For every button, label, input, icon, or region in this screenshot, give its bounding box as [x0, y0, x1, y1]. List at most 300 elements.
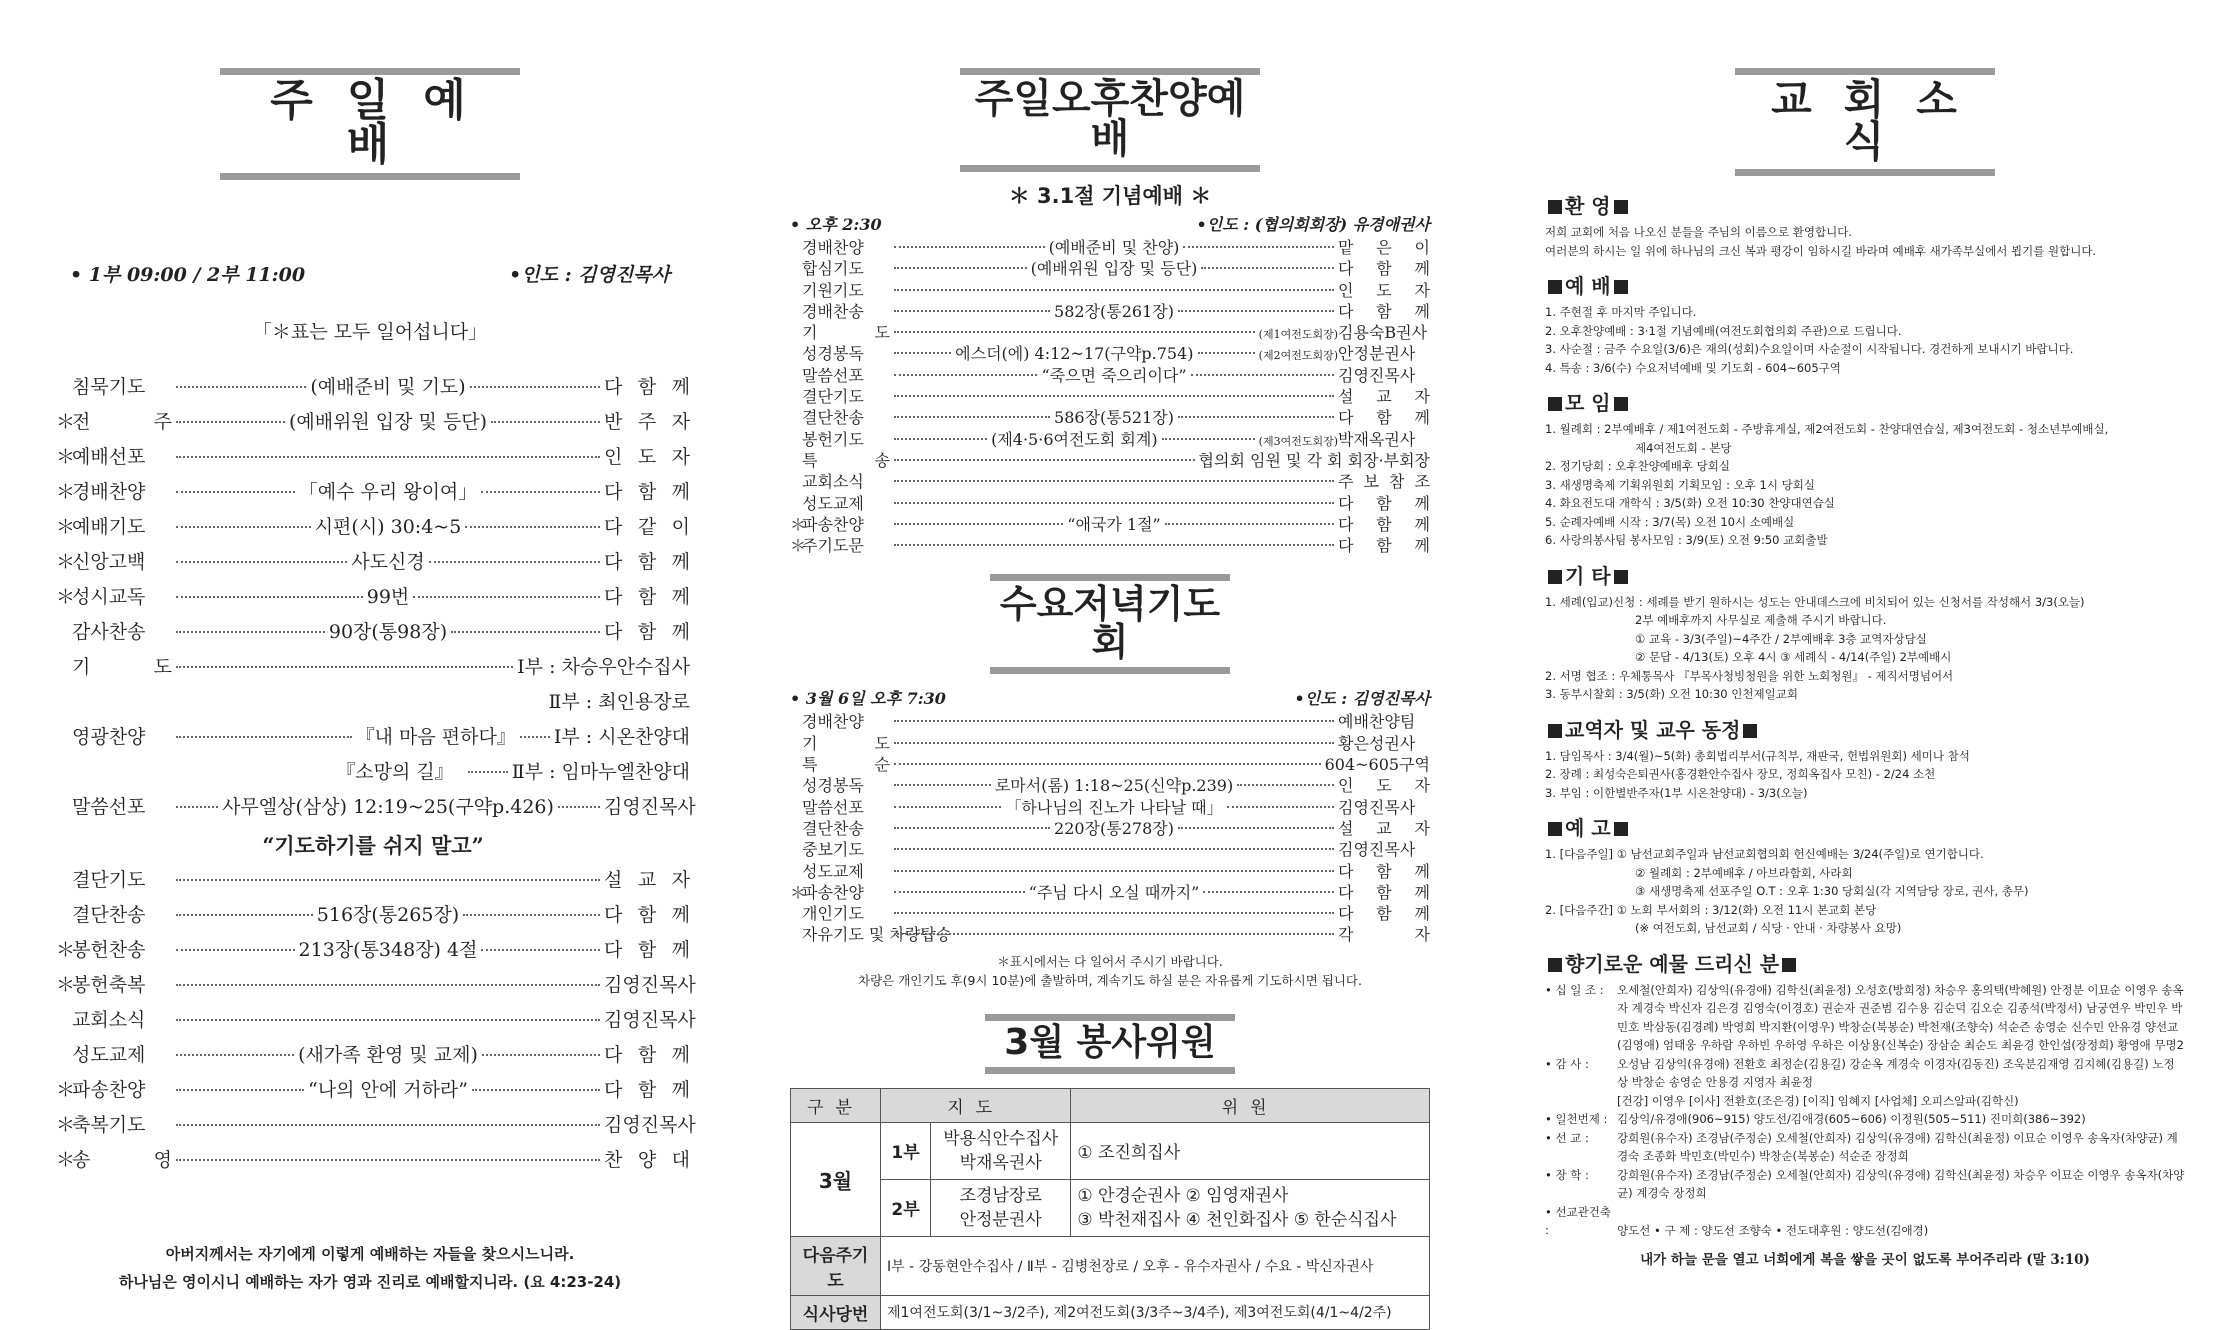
order-row [790, 235, 1430, 256]
order-label: 개인기도 [802, 904, 864, 924]
order-label: 중보기도 [802, 840, 864, 860]
order-label: 자유기도 및 차량탑승 [802, 925, 952, 945]
order-label: 성시교독 [72, 586, 146, 608]
leader-dots [1198, 352, 1255, 354]
note-vehicle: 차량은 개인기도 후(9시 10분)에 출발하며, 계속기도 하실 분은 자유롭게 기도하시면 됩니다. [858, 972, 1362, 988]
star-marker: ＊ [56, 446, 76, 468]
sunday-order-list [50, 372, 696, 1180]
section-offerings [1545, 948, 2185, 1240]
order-row-prayer-second [56, 687, 690, 722]
offering-type: • 십 일 조 : [1545, 982, 1604, 997]
leader-dots [176, 456, 600, 458]
star-marker: ＊ [56, 1079, 76, 1101]
order-value: “나의 안에 거하라” [308, 1079, 468, 1101]
order-row [790, 363, 1430, 384]
square-icon [1614, 280, 1628, 294]
order-person: 황은성권사 [1338, 733, 1416, 753]
leader-dots [894, 310, 1050, 312]
order-row [790, 731, 1430, 752]
glory-choir-2: Ⅱ부 : 임마누엘찬양대 [511, 761, 690, 783]
order-label: 봉헌축복 [72, 974, 146, 996]
order-label: 축복기도 [72, 1114, 146, 1136]
section-meetings [1545, 387, 2185, 550]
order-person: 다 함 께 [604, 551, 691, 573]
square-icon [1548, 958, 1562, 972]
leader-dots [894, 352, 951, 354]
order-row [790, 752, 1430, 773]
order-row [56, 442, 690, 477]
leader-dots [465, 526, 600, 528]
church-news-column [1545, 0, 2185, 1268]
leader-dots [894, 806, 1001, 808]
leader-dots [894, 246, 1045, 248]
section-worship [1545, 270, 2185, 377]
sunday-worship-header [50, 260, 690, 287]
order-row [56, 935, 690, 970]
order-label: 전 주 [72, 411, 172, 433]
afternoon-leader: •인도 : (협의회회장) 유경애권사 [1196, 215, 1430, 234]
part-2-members [1071, 1179, 1430, 1236]
order-person: 예배찬양팀 [1338, 712, 1416, 732]
offering-names: 강희원(유수자) 조경남(주정순) 오세철(안희자) 김상익(유경애) 김학신(최윤정) 차승우 이묘순 이영우 송옥자(차양균) 계경숙 장정희 [1617, 1167, 2185, 1200]
table-row [791, 1122, 1430, 1179]
order-person: 다 함 께 [1338, 861, 1430, 881]
leader-dots [894, 742, 1334, 744]
leader-dots [1227, 806, 1334, 808]
offering-names: 오성남 김상익(유경애) 전환호 최정순(김용길) 강순옥 계경숙 이경자(김동진) 조욱분김재영 김지혜(김용길) 노정상 박창순 송영순 안용경 지영자 최윤정 [1617, 1056, 2175, 1089]
section-staff-news [1545, 714, 2185, 803]
leader-dots [176, 491, 295, 493]
order-label: 말씀선포 [802, 797, 864, 817]
list-item: 1. 담임목사 : 3/4(월)~5(화) 총회법리부서(규칙부, 재판국, 헌법위원회) 세미나 참석 [1545, 748, 1970, 763]
offering-entry [1545, 1166, 2185, 1203]
order-person: 각 자 [1338, 925, 1430, 945]
order-person: 다 함 께 [1338, 259, 1431, 279]
order-label: 성경봉독 [802, 344, 864, 364]
wednesday-header [790, 686, 1430, 709]
leader-dots [1201, 267, 1334, 269]
order-value: 213장(통348장) 4절 [298, 939, 478, 961]
leader-dots [176, 1054, 294, 1056]
order-row [56, 1110, 696, 1145]
offering-names: 김상익/유경애(906~915) 양도선/김애경(605~606) 이정원(505~511) 진미희(386~392) [1617, 1112, 2086, 1126]
square-icon [1548, 570, 1562, 584]
order-row [56, 865, 690, 900]
order-value: “애국가 1절” [1067, 514, 1161, 534]
star-marker: ＊ [790, 514, 807, 534]
note-standing: ＊표시에서는 다 일어서 주시기 바랍니다. [997, 953, 1223, 969]
order-label: 봉헌찬송 [72, 939, 146, 961]
order-row-prayer: 기 도 Ⅰ부 : 차승우안수집사 [56, 652, 690, 687]
order-row-sermon: 말씀선포 사무엘상(삼상) 12:19~25(구약p.426) 김영진목사 [56, 792, 690, 827]
star-marker: ＊ [56, 939, 76, 961]
square-icon [1614, 397, 1628, 411]
list-item: 제4여전도회 - 본당 [1635, 440, 1732, 455]
order-person: 설 교 자 [1338, 818, 1430, 838]
order-label: 기 도 [802, 323, 890, 343]
order-label: 성도교제 [72, 1044, 146, 1066]
square-icon [1548, 200, 1562, 214]
list-item: 1. 주현절 후 마지막 주입니다. [1545, 305, 1697, 319]
order-value: 「예수 우리 왕이여」 [298, 481, 478, 503]
order-value: (예배위원 입장 및 등단) [288, 411, 488, 433]
section-heading: 향기로운 예물 드리신 분 [1545, 948, 2185, 977]
list-item: 2. 서명 협조 : 우체통목사 『부목사청빙청원을 위한 노회청원』 - 제직서명넘어서 [1545, 668, 1954, 683]
leader-dots [894, 480, 1334, 482]
leader-dots [894, 912, 1334, 914]
leader-dots [1178, 827, 1334, 829]
section-notice [1545, 812, 2185, 938]
star-marker: ＊ [56, 586, 76, 608]
leader-dots [1203, 891, 1334, 893]
order-person: 김영진목사 [1338, 840, 1416, 860]
leader-dots [463, 914, 600, 916]
leader-dots [894, 502, 1334, 504]
order-label: 파송찬양 [802, 514, 864, 534]
order-person: 반 주 자 [604, 411, 691, 433]
section-etc [1545, 560, 2185, 704]
order-label: 기원기도 [802, 280, 864, 300]
leader-dots [894, 523, 1063, 525]
table-month: 3월 [791, 1122, 881, 1236]
leader-dots [176, 984, 600, 986]
leader-dots [429, 561, 600, 563]
leader-dots [894, 870, 1334, 872]
table-row [791, 1236, 1430, 1295]
sunday-worship-column [50, 0, 696, 1291]
order-row [790, 405, 1430, 426]
order-person: 다 같 이 [604, 516, 691, 538]
order-label: 경배찬양 [72, 481, 146, 503]
footer-line-1: 아버지께서는 자기에게 이렇게 예배하는 자들을 찾으시느니라. [165, 1245, 575, 1263]
offering-entry [1545, 1110, 2185, 1129]
order-person: 604~605구역 [1324, 755, 1430, 775]
leader-dots [176, 1124, 600, 1126]
leader-dots [472, 1089, 600, 1091]
leader-dots [451, 631, 600, 633]
order-value: 시편(시) 30:4~5 [314, 516, 462, 538]
order-label: 결단찬송 [72, 904, 146, 926]
sunday-worship-title: 주일예배 [220, 68, 520, 180]
list-item: ② 월례회 : 2부예배후 / 아브라함회, 사라회 [1635, 865, 1853, 880]
leader-dots [176, 914, 313, 916]
order-label: 말씀선포 [802, 365, 864, 385]
list-item: 저희 교회에 처음 나오신 분들을 주님의 이름으로 환영합니다. [1545, 225, 1852, 239]
part-2-members-line-1: ① 안경순권사 ② 임영재권사 [1077, 1185, 1289, 1206]
list-item: (※ 여전도회, 남선교회 / 식당 · 안내 · 차량봉사 요망) [1635, 921, 1902, 935]
square-icon [1614, 200, 1628, 214]
list-item: 2. 정기당회 : 오후찬양예배후 당회실 [1545, 459, 1730, 473]
leader-dots [1178, 310, 1334, 312]
order-row [56, 1145, 690, 1180]
offering-names: 양도선 • 구 제 : 양도선 조향숙 • 전도대후원 : 양도선(김애경) [1617, 1223, 1929, 1237]
square-icon [1548, 822, 1562, 836]
leader-dots [894, 544, 1334, 546]
order-label: 기 도 [802, 733, 890, 753]
offering-entry [1545, 1129, 2185, 1166]
order-label: 신앙고백 [72, 551, 146, 573]
list-item: 2부 예배후까지 사무실로 제출해 주시기 바랍니다. [1635, 613, 1887, 627]
leader-dots [894, 784, 991, 786]
order-person: 다 함 께 [604, 1044, 690, 1066]
order-person: 인 도 자 [1338, 280, 1430, 300]
star-marker: ＊ [790, 882, 807, 902]
order-person: 다 함 께 [604, 904, 691, 926]
leader-dots [894, 459, 1195, 461]
star-marker: ＊ [56, 1114, 76, 1136]
sermon-title: “기도하기를 쉬지 말고” [262, 833, 484, 858]
order-person: 김영진목사 [1338, 797, 1416, 817]
order-person: 인 도 자 [1338, 776, 1431, 796]
order-row [790, 256, 1430, 277]
leader-dots [413, 596, 600, 598]
order-label: 침묵기도 [72, 376, 146, 398]
leader-dots [1178, 416, 1334, 418]
order-person: 다 함 께 [604, 939, 690, 961]
order-row [790, 533, 1430, 554]
wednesday-notes [790, 952, 1430, 990]
leader-dots [470, 386, 600, 388]
part-2-leaders: 조경남장로 안정분권사 [931, 1179, 1071, 1236]
order-value: “주님 다시 오실 때까지” [1028, 882, 1200, 902]
order-row-glory-second [56, 757, 690, 792]
part-2: 2부 [881, 1179, 931, 1236]
order-row [56, 970, 696, 1005]
order-row [56, 1005, 696, 1040]
offering-entry [1545, 1092, 2185, 1111]
glory-choir-1: Ⅰ부 : 시온찬양대 [553, 726, 690, 748]
order-row [790, 341, 1430, 362]
order-person: 다 함 께 [1338, 514, 1431, 534]
prayer-first: Ⅰ부 : 차승우안수집사 [517, 656, 690, 678]
leader-dots [481, 949, 600, 951]
order-value: “죽으면 죽으리이다” [1041, 365, 1187, 385]
section-welcome [1545, 190, 2185, 260]
order-row [56, 372, 690, 407]
leader-dots [894, 267, 1027, 269]
order-row [790, 427, 1430, 448]
square-icon [1614, 822, 1628, 836]
offering-names: 오세철(안희자) 김상익(유경애) 김학신(최윤정) 오성호(방희정) 차승우 홍의택(박혜원) 안정분 이묘순 이영우 송옥자 계경숙 박신자 김은경 김영숙(이경호) 권순자 권준범 김수용 김순덕 김오순 김종석(박정서) 남궁연우 박민우 박민호 박삼동(김경례) 박영희 박지환(이영우) 박창순(북봉순) 박천재(조향숙) 석순즌 송영순 신수민 안유경 양선교(김영애) 엄태웅 우하람 우하빈 우하영 우하은 이상용(신복순) 장삼순 최순도 최윤경 한인섭(장정희) 황영애 무명2 [1617, 982, 2184, 1052]
list-item: 1. [다음주일] ① 남선교회주일과 남선교회협의회 헌신예배는 3/24(주일)로 연기합니다. [1545, 847, 1984, 861]
order-role: (제2여전도회장) [1258, 349, 1339, 363]
order-value: (제4·5·6여전도회 회계) [991, 429, 1158, 449]
volunteers-table [790, 1088, 1430, 1330]
order-label: 결단기도 [802, 387, 864, 407]
afternoon-subtitle: ＊ 3.1절 기념예배 ＊ [1008, 184, 1212, 208]
leader-dots [176, 526, 311, 528]
order-row [790, 859, 1430, 880]
list-item: ③ 새생명축제 선포주일 O.T : 오후 1:30 당회실(각 지역담당 장로, 권사, 총무) [1635, 884, 2029, 898]
next-prayer-label: 다음주기도 [791, 1236, 881, 1295]
sermon-preacher: 김영진목사 [604, 796, 696, 818]
order-person: 찬 양 대 [604, 1149, 690, 1171]
leader-dots [176, 1159, 600, 1161]
order-row [56, 1075, 690, 1110]
leader-dots [894, 331, 1255, 333]
table-row [791, 1295, 1430, 1329]
order-person: 설 교 자 [604, 869, 690, 891]
leader-dots [1191, 374, 1334, 376]
order-row [790, 901, 1430, 922]
leader-dots [176, 561, 347, 563]
leader-dots [491, 421, 600, 423]
leader-dots [894, 395, 1334, 397]
leader-dots [1162, 438, 1255, 440]
order-label: 결단찬송 [802, 818, 864, 838]
order-label: 특 송 [802, 450, 890, 470]
wednesday-order-list [790, 709, 1430, 943]
part-1-members: ① 조진희집사 [1071, 1122, 1430, 1179]
order-person: 다 함 께 [1338, 882, 1431, 902]
star-marker: ＊ [56, 974, 76, 996]
order-row [790, 299, 1430, 320]
order-label: 주기도문 [802, 536, 864, 556]
order-person: 김영진목사 [604, 1114, 696, 1136]
leader-dots [176, 949, 295, 951]
list-item: 4. 화요전도대 개학식 : 3/5(화) 오전 10:30 찬양대연습실 [1545, 496, 1835, 510]
square-icon [1548, 280, 1562, 294]
header-category: 구분 [791, 1088, 881, 1122]
star-marker: ＊ [56, 481, 76, 503]
list-item: 2. [다음주간] ① 노회 부서회의 : 3/12(화) 오전 11시 본교회 본당 [1545, 902, 1877, 917]
scripture-footer-right: 내가 하늘 문을 열고 너희에게 복을 쌓을 곳이 없도록 부어주리라 (말 3:10) [1640, 1251, 2090, 1268]
leader-dots [176, 879, 600, 881]
header-leader: 지도 [881, 1088, 1071, 1122]
list-item: 2. 장례 : 최성숙은퇴권사(홍경환안수집사 장모, 정희옥집사 모친) - 2/24 소천 [1545, 767, 1936, 781]
order-row [56, 547, 690, 582]
section-heading: 환 영 [1545, 190, 2185, 219]
order-person: 설 교 자 [1338, 387, 1430, 407]
list-item: 3. 새생명축제 기획위원회 기획모임 : 오후 1시 당회실 [1545, 477, 1815, 492]
leader-dots [894, 763, 1321, 765]
offering-names: 강희원(유수자) 조경남(주정순) 오세철(안희자) 김상익(유경애) 김학신(최윤정) 이묘순 이영우 송옥자(차양균) 계경숙 조종화 박민호(박민수) 박창순(북봉순) 석순준 장정희 [1617, 1130, 2178, 1163]
order-row [790, 512, 1430, 533]
order-row [790, 448, 1430, 469]
sermon-scripture: 사무엘상(삼상) 12:19~25(구약p.426) [222, 796, 554, 818]
order-label: 감사찬송 [72, 621, 146, 643]
star-marker: ＊ [56, 1149, 76, 1171]
order-value: (예배준비 및 기도) [310, 376, 466, 398]
order-person: 다 함 께 [604, 1079, 691, 1101]
order-label: 송 영 [72, 1149, 172, 1171]
leader-dots [894, 827, 1050, 829]
order-person: 안정분권사 [1338, 344, 1416, 364]
afternoon-order-list [790, 235, 1430, 554]
offering-entry [1545, 1055, 2185, 1092]
section-heading: 예 고 [1545, 812, 2185, 841]
order-label: 경배찬송 [802, 301, 864, 321]
order-row-glory: 영광찬양 『내 마음 편하다』 Ⅰ부 : 시온찬양대 [56, 722, 690, 757]
offering-type: • 선 교 : [1545, 1130, 1589, 1145]
order-row [790, 469, 1430, 490]
order-person: 다 함 께 [604, 481, 690, 503]
list-item: 4. 특송 : 3/6(수) 수요저녁예배 및 기도회 - 604~605구역 [1545, 360, 1841, 375]
order-person: 김영진목사 [1338, 365, 1416, 385]
order-row [790, 773, 1430, 794]
leader-dots [176, 631, 325, 633]
prayer-second: Ⅱ부 : 최인용장로 [548, 691, 690, 713]
list-item: 5. 순례자예배 시작 : 3/7(목) 오전 10시 소예배실 [1545, 514, 1795, 529]
leader-dots [176, 596, 363, 598]
list-item: 1. 세례(입교)신청 : 세례를 받기 원하시는 성도는 안내데스크에 비치되어 있는 신청서를 작성해서 3/3(오늘) [1545, 594, 2085, 609]
leader-dots [176, 1019, 600, 1021]
next-prayer-value: Ⅰ부 - 강동현안수집사 / Ⅱ부 - 김병천장로 / 오후 - 유수자권사 / 수요 - 박신자권사 [881, 1236, 1430, 1295]
offering-entry [1545, 981, 2185, 1055]
star-marker: ＊ [790, 536, 807, 556]
leader-dots [894, 720, 1334, 722]
section-heading: 교역자 및 교우 동정 [1545, 714, 2185, 743]
leader-dots [1165, 523, 1334, 525]
star-marker: ＊ [56, 411, 76, 433]
order-row [56, 407, 690, 442]
order-value: 516장(통265장) [316, 904, 460, 926]
leader-dots [894, 289, 1334, 291]
order-person: 박재옥권사 [1338, 429, 1416, 449]
order-row [790, 816, 1430, 837]
wednesday-prayer-title: 수요저녁기도회 [990, 574, 1230, 674]
meal-duty-label: 식사당번 [791, 1295, 881, 1329]
order-person: 협의회 임원 및 각 회 회장·부회장 [1198, 450, 1430, 470]
leader-dots [894, 416, 1050, 418]
order-person: 다 함 께 [604, 621, 690, 643]
leader-dots [894, 438, 987, 440]
march-volunteers-title: 3월 봉사위원 [985, 1014, 1235, 1074]
list-item: ① 교육 - 3/3(주일)~4주간 / 2부예배후 3층 교역자상담실 [1635, 631, 1927, 646]
order-row [790, 709, 1430, 730]
section-heading: 기 타 [1545, 560, 2185, 589]
square-icon [1548, 397, 1562, 411]
order-person: 다 함 께 [604, 376, 691, 398]
order-label: 성경봉독 [802, 776, 864, 796]
offering-type: • 선교관건축 : [1545, 1204, 1611, 1237]
part-1-leaders: 박용식안수집사 박재옥권사 [931, 1122, 1071, 1179]
glory-song-2: 『소망의 길』 [336, 761, 454, 783]
order-value: 90장(통98장) [328, 621, 448, 643]
leader-dots [176, 421, 285, 423]
service-times: • 1부 09:00 / 2부 11:00 [70, 264, 306, 286]
order-row [790, 795, 1430, 816]
leader-dots [176, 1089, 304, 1091]
afternoon-header [790, 212, 1430, 235]
star-marker: ＊ [56, 516, 76, 538]
leader-dots [894, 933, 1334, 935]
offering-type: • 장 학 : [1545, 1167, 1589, 1182]
order-value: 220장(통278장) [1054, 818, 1174, 838]
order-row [56, 617, 690, 652]
table-row [791, 1179, 1430, 1236]
order-role: (제1여전도회장) [1258, 328, 1338, 342]
part-2-members-line-2: ③ 박천재집사 ④ 천인화집사 ⑤ 한순식집사 [1077, 1209, 1397, 1230]
order-label: 파송찬양 [72, 1079, 146, 1101]
offering-names: [건강] 이영우 [이사] 전환호(조은경) [이직] 임혜지 [사업체] 오피스알파(김학신) [1617, 1093, 2019, 1108]
header-members: 위원 [1071, 1088, 1430, 1122]
square-icon [1548, 724, 1562, 738]
order-person: 김용숙B권사 [1338, 323, 1428, 343]
order-row [56, 1040, 690, 1075]
order-label: 경배찬양 [802, 238, 864, 257]
order-row [790, 320, 1430, 341]
order-person: 다 함 께 [1338, 408, 1430, 428]
order-person: 다 함 께 [1338, 493, 1430, 513]
order-value: 582장(통261장) [1054, 301, 1174, 321]
afternoon-worship-title: 주일오후찬양예배 [960, 68, 1260, 172]
leader-dots [1183, 246, 1334, 248]
order-row [56, 477, 690, 512]
leader-dots [1237, 784, 1334, 786]
order-value: (예배위원 입장 및 등단) [1030, 259, 1198, 279]
worship-leader: •인도 : 김영진목사 [509, 264, 670, 286]
